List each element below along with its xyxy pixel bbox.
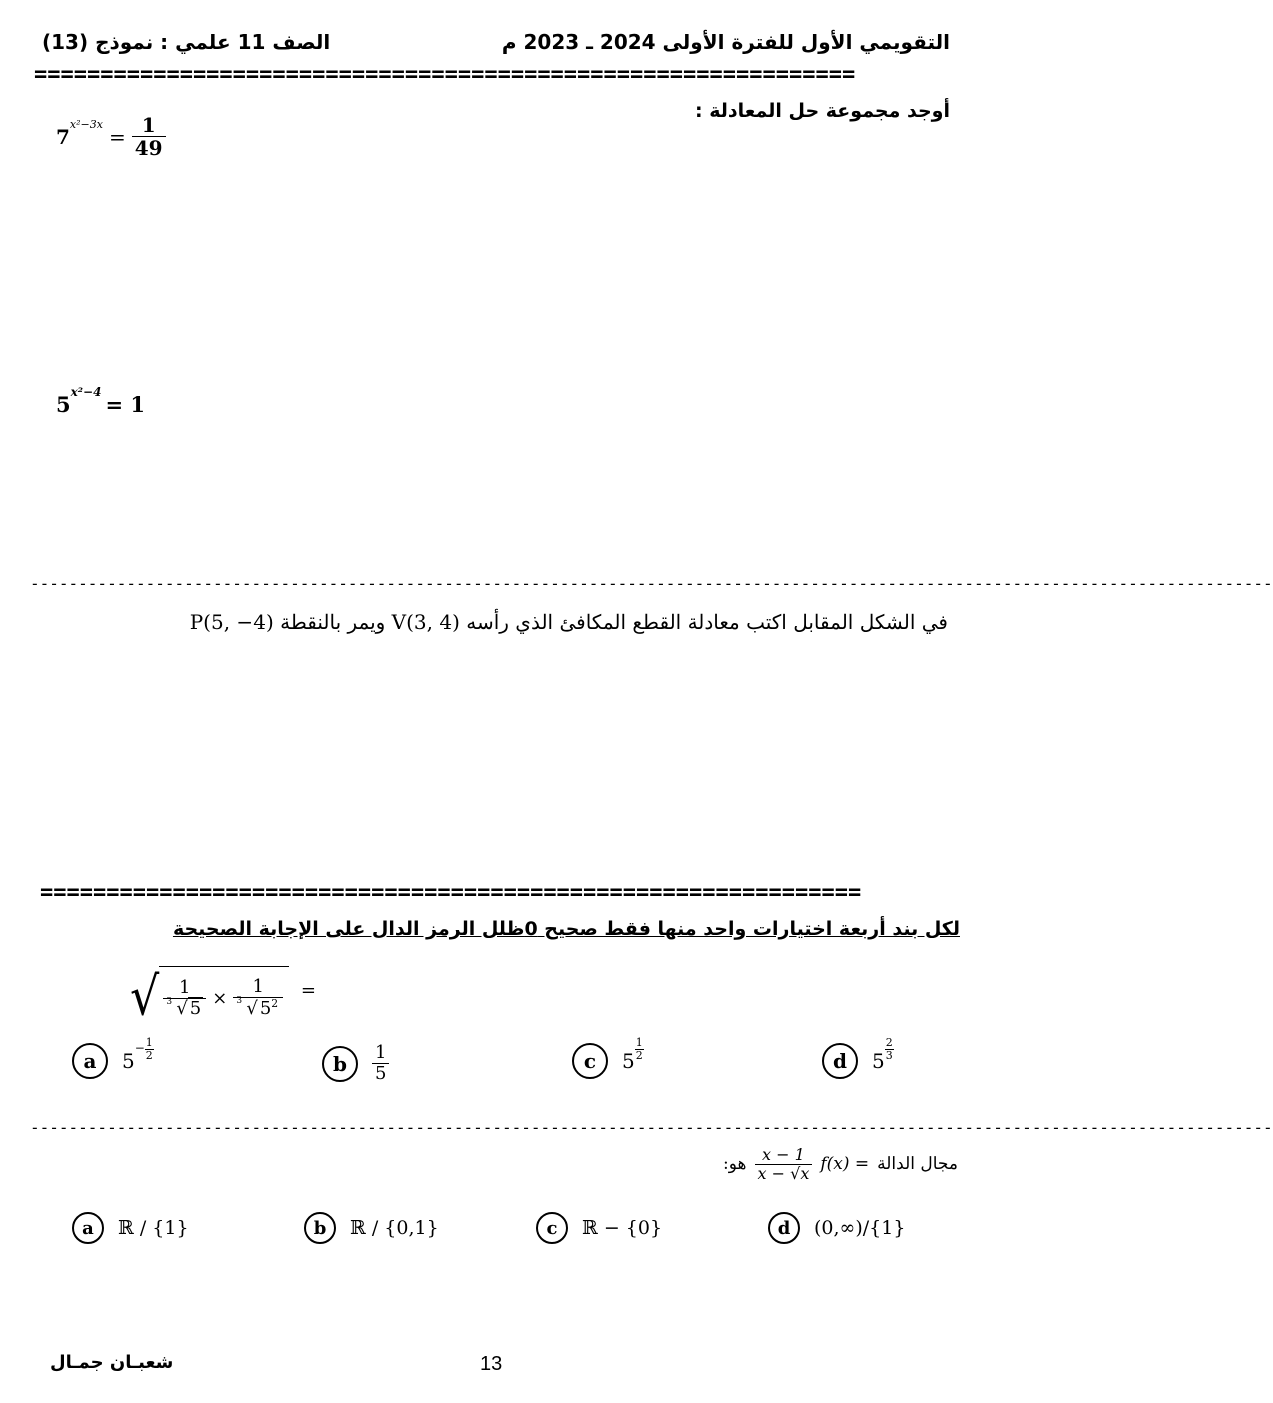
double-separator: ============================================================== <box>34 62 856 87</box>
cube-index-1: 3 <box>166 996 173 1007</box>
eq1-base: 7 <box>56 125 70 149</box>
mcq1-frac-2: 1 3 √ $5^2$ <box>233 977 283 1019</box>
mcq2-prompt-text: مجال الدالة <box>877 1154 958 1175</box>
mcq-instruction: لكل بند أربعة اختيارات واحد منها فقط صحيح 0ظلل الرمز الدال على الإجابة الصحيحة <box>172 918 960 940</box>
option-circle[interactable]: b <box>322 1046 358 1082</box>
eq1-equals: = <box>108 125 126 149</box>
option-d-base: 5 <box>872 1049 885 1073</box>
mcq1-frac-1-num: 1 <box>163 978 206 999</box>
mcq2-option-a[interactable] <box>72 1212 189 1244</box>
mcq1-equals: = <box>300 980 316 1001</box>
option-b-num: 1 <box>372 1043 389 1064</box>
mcq1-frac-1: 1 3 √ 5 <box>163 978 206 1019</box>
option-a-den: 2 <box>145 1048 153 1062</box>
option-circle[interactable]: d <box>822 1043 858 1079</box>
eq1-exponent: x²−3x <box>69 118 103 132</box>
option-a-base: 5 <box>122 1049 135 1073</box>
equation-2 <box>56 385 145 417</box>
mcq1-expression <box>130 966 316 1026</box>
dashed-separator: --------------------------------------------------------------------------------------------------------------------------------- <box>30 1118 1273 1137</box>
option-c-base: 5 <box>622 1049 635 1073</box>
eq1-fraction <box>132 114 166 160</box>
mcq1-option-c[interactable] <box>572 1036 644 1079</box>
mcq1-option-a[interactable] <box>72 1036 154 1079</box>
eq2-exponent: x²−4 <box>70 385 102 399</box>
mcq2-option-c[interactable] <box>536 1212 662 1244</box>
mcq1-option-b[interactable] <box>322 1043 389 1084</box>
option-circle[interactable]: c <box>536 1212 568 1244</box>
mcq2-num: x − 1 <box>755 1146 813 1165</box>
option-a-sign: − <box>134 1041 145 1055</box>
option-circle[interactable]: b <box>304 1212 336 1244</box>
eq1-numerator: 1 <box>132 114 166 137</box>
option-d-text: (0,∞)/{1} <box>814 1217 906 1239</box>
equation-1 <box>56 114 166 160</box>
option-circle[interactable]: c <box>572 1043 608 1079</box>
mcq2-function-label: f(x) = <box>820 1154 870 1175</box>
q1-prompt: أوجد مجموعة حل المعادلة : <box>695 100 950 122</box>
eq2-rhs: = 1 <box>105 392 145 417</box>
option-circle[interactable]: d <box>768 1212 800 1244</box>
mcq2-option-b[interactable] <box>304 1212 439 1244</box>
mcq2-den: x − √x <box>757 1163 810 1183</box>
option-a-text: ℝ / {1} <box>118 1217 189 1239</box>
mcq1-option-d[interactable] <box>822 1036 894 1079</box>
eq2-base: 5 <box>56 392 71 417</box>
radicand-2: 5 <box>259 998 272 1020</box>
radicand-1: 5 <box>189 997 202 1019</box>
option-b-text: ℝ / {0,1} <box>350 1217 439 1239</box>
option-d-den: 3 <box>885 1048 893 1062</box>
mcq1-frac-2-num: 1 <box>233 977 283 998</box>
option-a-num: 1 <box>145 1036 153 1049</box>
option-b-den: 5 <box>375 1062 387 1084</box>
mcq2-suffix: هو: <box>723 1154 747 1175</box>
option-circle[interactable]: a <box>72 1212 104 1244</box>
q2-prompt: في الشكل المقابل اكتب معادلة القطع المكافئ الذي رأسه V(3, 4) ويمر بالنقطة (4− ,5)P <box>189 610 948 634</box>
cube-index-2: 3 <box>236 996 243 1007</box>
author-name: شعبـان جمـال <box>50 1352 174 1373</box>
option-c-num: 1 <box>635 1036 643 1049</box>
class-model-label: الصف 11 علمي : نموذج (13) <box>42 30 331 54</box>
eq1-denominator: 49 <box>134 136 163 160</box>
option-c-den: 2 <box>635 1048 643 1062</box>
option-circle[interactable]: a <box>72 1043 108 1079</box>
dashed-separator: --------------------------------------------------------------------------------------------------------------------------------- <box>30 574 1273 593</box>
mcq2-option-d[interactable] <box>768 1212 905 1244</box>
option-c-text: ℝ − {0} <box>582 1217 663 1239</box>
sqrt-sign-icon: √ <box>130 964 160 1028</box>
page-number: 13 <box>480 1353 503 1375</box>
radicand-2-exp: 2 <box>271 997 279 1011</box>
mcq2-prompt <box>723 1146 958 1183</box>
times-sign: × <box>212 988 228 1009</box>
option-d-num: 2 <box>885 1036 893 1049</box>
double-separator: ============================================================== <box>40 880 862 905</box>
exam-title: التقويمي الأول للفترة الأولى 2024 ـ 2023 م <box>501 30 950 54</box>
